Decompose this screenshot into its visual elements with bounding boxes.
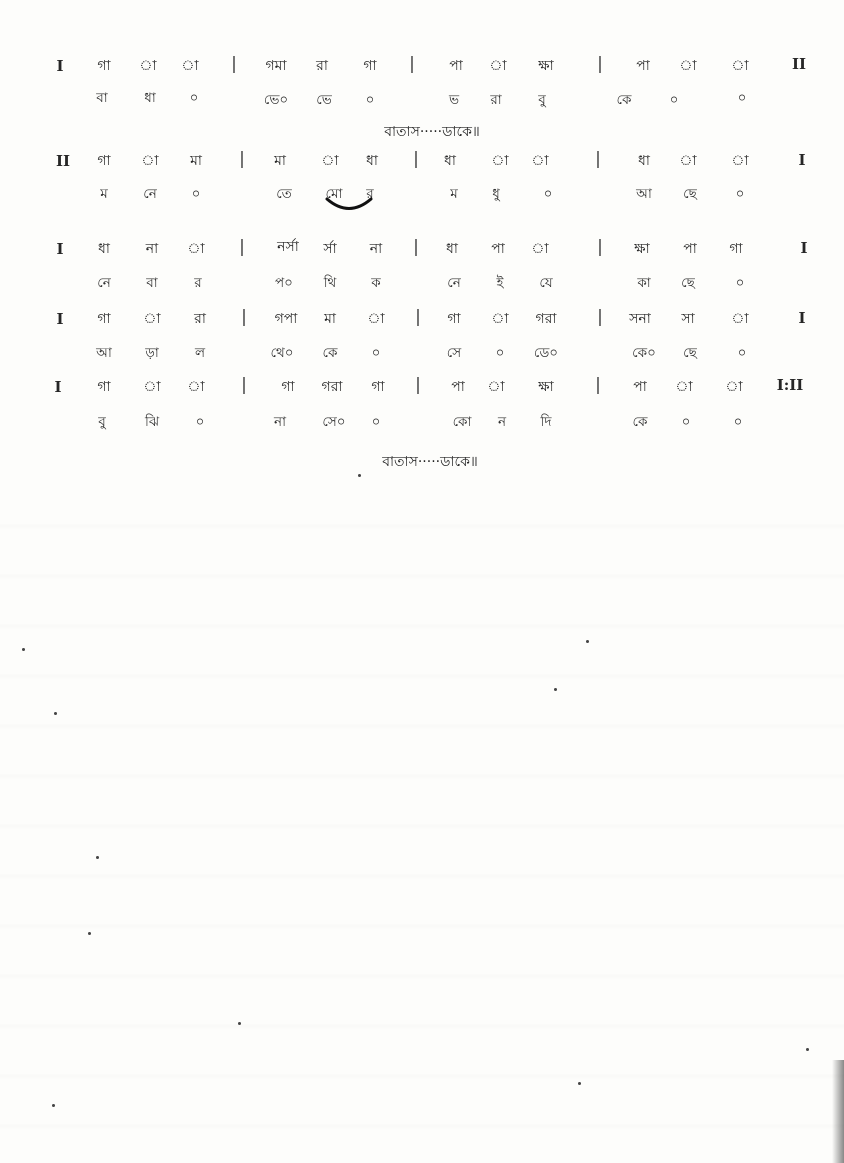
lyric-syllable: ম xyxy=(450,186,458,202)
swara-note: ধা xyxy=(638,153,650,169)
lyric-syllable: ০ xyxy=(737,90,747,106)
lyric-syllable: র xyxy=(194,275,202,291)
lyric-syllable: ছে xyxy=(683,345,697,361)
bar-separator: | xyxy=(241,307,247,327)
swara-note: া xyxy=(731,153,749,169)
swara-note: সনা xyxy=(629,311,651,327)
bar-separator: | xyxy=(241,375,247,395)
lyric-syllable: ০ xyxy=(681,414,691,430)
swara-note: া xyxy=(367,311,385,327)
swara-note: গা xyxy=(97,58,111,74)
swara-note: সা xyxy=(681,311,695,327)
bar-marker: I xyxy=(56,310,64,328)
swara-note: গরা xyxy=(535,311,557,327)
swara-note: গা xyxy=(363,58,377,74)
lyric-syllable: রা xyxy=(490,92,502,108)
ink-speck xyxy=(554,688,557,691)
lyric-syllable: ঝি xyxy=(144,414,160,430)
swara-note: া xyxy=(321,153,339,169)
swara-note: র্সা xyxy=(323,241,337,257)
bar-marker: I xyxy=(800,239,808,257)
lyric-syllable: কে xyxy=(616,92,632,108)
swara-note: ধা xyxy=(366,153,378,169)
lyric-syllable: ভে xyxy=(316,92,332,108)
lyric-syllable: আ xyxy=(636,186,652,202)
bar-marker: I xyxy=(56,240,64,258)
bar-separator: | xyxy=(595,375,601,395)
lyric-syllable: মো xyxy=(325,186,343,202)
lyric-syllable: বা xyxy=(146,275,158,291)
lyric-syllable: ০ xyxy=(735,186,745,202)
lyric-syllable: কে xyxy=(632,414,648,430)
lyric-syllable: ০ xyxy=(669,92,679,108)
lyric-syllable: কে xyxy=(322,345,338,361)
bar-separator: | xyxy=(597,54,603,74)
swara-note: ধা xyxy=(98,241,110,257)
lyric-syllable: আ xyxy=(96,345,112,361)
swara-note: গমা xyxy=(265,58,287,74)
lyric-syllable: ০ xyxy=(195,414,205,430)
swara-note: পা xyxy=(633,379,647,395)
swara-note: রা xyxy=(194,311,206,327)
bar-marker: I xyxy=(798,309,806,327)
lyric-syllable: কা xyxy=(637,275,651,291)
lyric-syllable: ছে xyxy=(683,186,697,202)
swara-note: া xyxy=(675,379,693,395)
ink-speck xyxy=(88,932,91,935)
slur-mark xyxy=(325,196,373,216)
swara-note: া xyxy=(731,311,749,327)
swara-note: ক্ষা xyxy=(634,241,650,257)
paper-texture xyxy=(0,480,844,1163)
ink-speck xyxy=(22,648,25,651)
refrain-line: বাতাস·····ডাকে॥ xyxy=(384,124,480,140)
swara-note: া xyxy=(531,153,549,169)
ink-speck xyxy=(52,1104,55,1107)
swara-note: ক্ষা xyxy=(538,379,554,395)
swara-note: ক্ষা xyxy=(538,58,554,74)
lyric-syllable: না xyxy=(274,414,286,430)
swara-note: ধা xyxy=(446,241,458,257)
swara-note: া xyxy=(187,241,205,257)
ink-speck xyxy=(238,1022,241,1025)
lyric-syllable: ই xyxy=(496,275,504,291)
page-edge-shadow xyxy=(832,1060,844,1163)
lyric-syllable: ন xyxy=(497,414,507,430)
swara-note: গপা xyxy=(274,311,298,327)
swara-note: পা xyxy=(683,241,697,257)
bar-separator: | xyxy=(409,54,415,74)
lyric-syllable: ০ xyxy=(495,345,505,361)
swara-note: া xyxy=(679,153,697,169)
lyric-syllable: ভ xyxy=(448,92,460,108)
lyric-syllable: নে xyxy=(447,275,461,291)
swara-note: পা xyxy=(451,379,465,395)
lyric-syllable: ০ xyxy=(371,414,381,430)
lyric-syllable: ০ xyxy=(365,92,375,108)
swara-note: রা xyxy=(316,58,328,74)
bar-separator: | xyxy=(239,149,245,169)
swara-note: মা xyxy=(274,153,286,169)
swara-note: গা xyxy=(371,379,385,395)
swara-note: গা xyxy=(729,241,743,257)
bar-separator: | xyxy=(413,149,419,169)
bar-separator: | xyxy=(415,375,421,395)
swara-note: া xyxy=(181,58,199,74)
bar-marker: I xyxy=(56,57,64,75)
lyric-syllable: ধা xyxy=(144,90,156,106)
bar-separator: | xyxy=(597,307,603,327)
refrain-line: বাতাস·····ডাকে॥ xyxy=(382,454,478,470)
bar-marker: I xyxy=(798,151,806,169)
swara-note: গা xyxy=(281,379,295,395)
swara-note: গা xyxy=(97,153,111,169)
swara-note: পা xyxy=(636,58,650,74)
lyric-syllable: ম xyxy=(100,186,108,202)
swara-note: া xyxy=(679,58,697,74)
swara-note: া xyxy=(141,153,159,169)
bar-separator: | xyxy=(413,237,419,257)
bar-marker: II xyxy=(791,55,807,73)
lyric-syllable: যে xyxy=(539,275,553,291)
lyric-syllable: ০ xyxy=(191,186,201,202)
lyric-syllable: ০ xyxy=(733,414,743,430)
lyric-syllable: থি xyxy=(323,275,337,291)
lyric-syllable: ০ xyxy=(543,186,553,202)
lyric-syllable: কে০ xyxy=(632,345,656,361)
lyric-syllable: ক xyxy=(371,275,381,291)
swara-note: া xyxy=(139,58,157,74)
lyric-syllable: ড়া xyxy=(145,345,159,361)
swara-note: গরা xyxy=(321,379,343,395)
bar-marker: II xyxy=(55,152,71,170)
lyric-syllable: কো xyxy=(452,414,472,430)
lyric-syllable: তে xyxy=(276,186,292,202)
swara-note: পা xyxy=(449,58,463,74)
bar-separator: | xyxy=(597,237,603,257)
bar-separator: | xyxy=(239,237,245,257)
lyric-syllable: ল xyxy=(194,345,206,361)
lyric-syllable: র xyxy=(366,186,374,202)
swara-note: গা xyxy=(447,311,461,327)
lyric-syllable: প০ xyxy=(275,275,293,291)
swara-note: া xyxy=(531,241,549,257)
bar-separator: | xyxy=(415,307,421,327)
swara-note: া xyxy=(487,379,505,395)
swara-note: পা xyxy=(491,241,505,257)
swara-note: মা xyxy=(190,153,202,169)
lyric-syllable: দি xyxy=(540,414,552,430)
swara-note: া xyxy=(731,58,749,74)
lyric-syllable: ০ xyxy=(737,345,747,361)
swara-note: া xyxy=(489,58,507,74)
ink-speck xyxy=(578,1082,581,1085)
lyric-syllable: বু xyxy=(538,92,546,108)
lyric-syllable: ০ xyxy=(735,275,745,291)
swara-note: ধা xyxy=(444,153,456,169)
lyric-syllable: ডে০ xyxy=(533,345,559,361)
bar-marker: I:II xyxy=(776,376,804,394)
swara-note: া xyxy=(143,379,161,395)
lyric-syllable: ০ xyxy=(371,345,381,361)
lyric-syllable: সে xyxy=(446,345,462,361)
lyric-syllable: বা xyxy=(96,90,108,106)
swara-note: গা xyxy=(97,311,111,327)
bar-separator: | xyxy=(231,54,237,74)
lyric-syllable: নে xyxy=(97,275,111,291)
swara-note: গা xyxy=(97,379,111,395)
bar-marker: I xyxy=(54,378,62,396)
lyric-syllable: ছে xyxy=(681,275,695,291)
swara-note: মা xyxy=(324,311,336,327)
ink-speck xyxy=(358,474,361,477)
ink-speck xyxy=(586,640,589,643)
swara-note: না xyxy=(369,241,383,257)
swara-note: া xyxy=(491,153,509,169)
lyric-syllable: নে xyxy=(143,186,157,202)
swara-note: না xyxy=(145,241,159,257)
lyric-syllable: ভে০ xyxy=(263,92,289,108)
lyric-syllable: সে০ xyxy=(322,414,346,430)
swara-note: া xyxy=(491,311,509,327)
ink-speck xyxy=(96,856,99,859)
swara-note: া xyxy=(725,379,743,395)
ink-speck xyxy=(806,1048,809,1051)
lyric-syllable: ধু xyxy=(492,186,500,202)
lyric-syllable: বু xyxy=(98,414,106,430)
ink-speck xyxy=(54,712,57,715)
swara-note: নর্সা xyxy=(277,239,299,255)
swara-note: া xyxy=(143,311,161,327)
bar-separator: | xyxy=(595,149,601,169)
swara-note: া xyxy=(187,379,205,395)
lyric-syllable: থে০ xyxy=(270,345,294,361)
lyric-syllable: ০ xyxy=(189,90,199,106)
